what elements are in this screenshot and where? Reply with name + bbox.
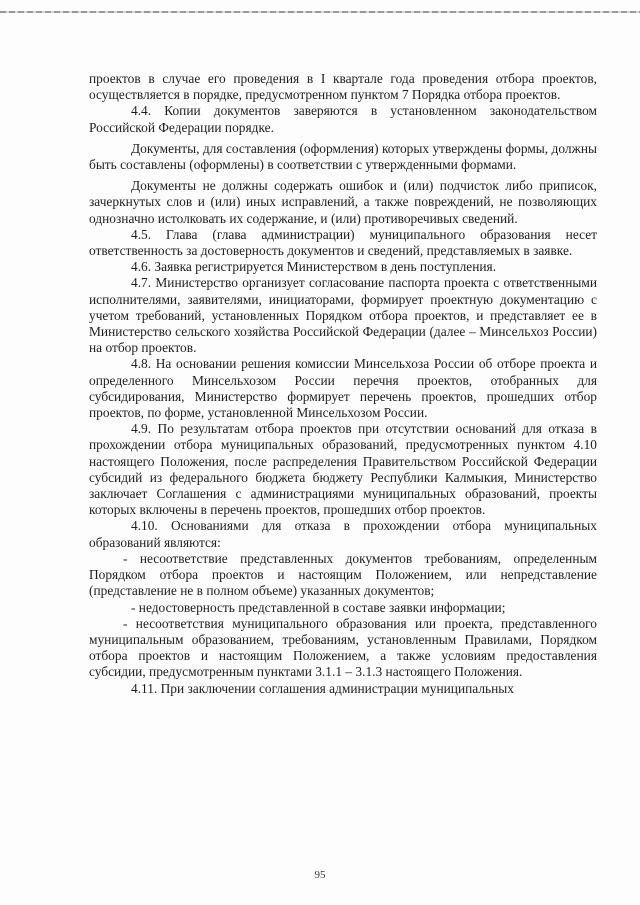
paragraph-no-errors: Документы не должны содержать ошибок и (или) подчисток либо приписок, зачеркнутых слов и (или) иных исправлений, а также повреждений, не позволяющих однозначно истолковать их содержание, и (или) противоречивых сведений. [89, 178, 597, 226]
paragraph-continuation: проектов в случае его проведения в I квартале года проведения отбора проектов, осуществляется в порядке, предусмотренном пунктом 7 Порядка отбора проектов. [89, 71, 597, 103]
scan-top-border [0, 11, 640, 13]
list-item-unreliability: - недостоверность представленной в составе заявки информации; [131, 599, 506, 615]
paragraph-4-11: 4.11. При заключении соглашения администрации муниципальных [131, 680, 514, 696]
paragraph-forms: Документы, для составления (оформления) которых утверждены формы, должны быть составлены (оформлены) в соответствии с утвержденными формами. [89, 140, 597, 173]
paragraph-4-7: 4.7. Министерство организует согласование паспорта проекта с ответственными исполнителями, заявителями, инициаторами, формирует проектную документацию с учетом требований, установленных Порядком отбора проектов, и представляет ее в Министерство сельского хозяйства Российской Федерации (далее – Минсельхоз России) на отбор проектов. [89, 275, 597, 356]
document-body [89, 71, 597, 697]
list-item-mismatch: - несоответствия муниципального образования или проекта, представленного муниципальным образованием, требованиям, установленным Правилами, Порядком отбора проектов и настоящим Положением, а также условиям предоставления субсидии, предусмотренным пунктами 3.1.1 – 3.1.3 настоящего Положения. [89, 615, 597, 680]
list-item-nonconformity: - несоответствие представленных документов требованиям, определенным Порядком отбора проектов и настоящим Положением, или непредставление (представление не в полном объеме) указанных документов; [89, 550, 597, 599]
paragraph-4-10: 4.10. Основаниями для отказа в прохождении отбора муниципальных образований являются: [89, 518, 597, 550]
paragraph-4-5: 4.5. Глава (глава администрации) муниципального образования несет ответственность за достоверность документов и сведений, представляемых в заявке. [89, 226, 597, 259]
paragraph-4-4: 4.4. Копии документов заверяются в установленном законодательством Российской Федерации порядке. [89, 103, 597, 135]
paragraph-4-9: 4.9. По результатам отбора проектов при отсутствии оснований для отказа в прохождении отбора муниципальных образований, предусмотренных пунктом 4.10 настоящего Положения, после распределения Правительством Российской Федерации субсидий из федерального бюджета бюджету Республики Калмыкия, Министерство заключает Соглашения с администрациями муниципальных образований, проекты которых включены в перечень проектов, прошедших отбор проектов. [89, 421, 597, 518]
paragraph-4-8: 4.8. На основании решения комиссии Минсельхоза России об отборе проекта и определенного Минсельхозом России перечня проектов, отобранных для субсидирования, Министерство формирует перечень проектов, прошедших отбор проектов, по форме, установленной Минсельхозом России. [89, 356, 597, 421]
paragraph-4-6: 4.6. Заявка регистрируется Министерством в день поступления. [131, 259, 497, 275]
page-number: 95 [314, 869, 326, 881]
